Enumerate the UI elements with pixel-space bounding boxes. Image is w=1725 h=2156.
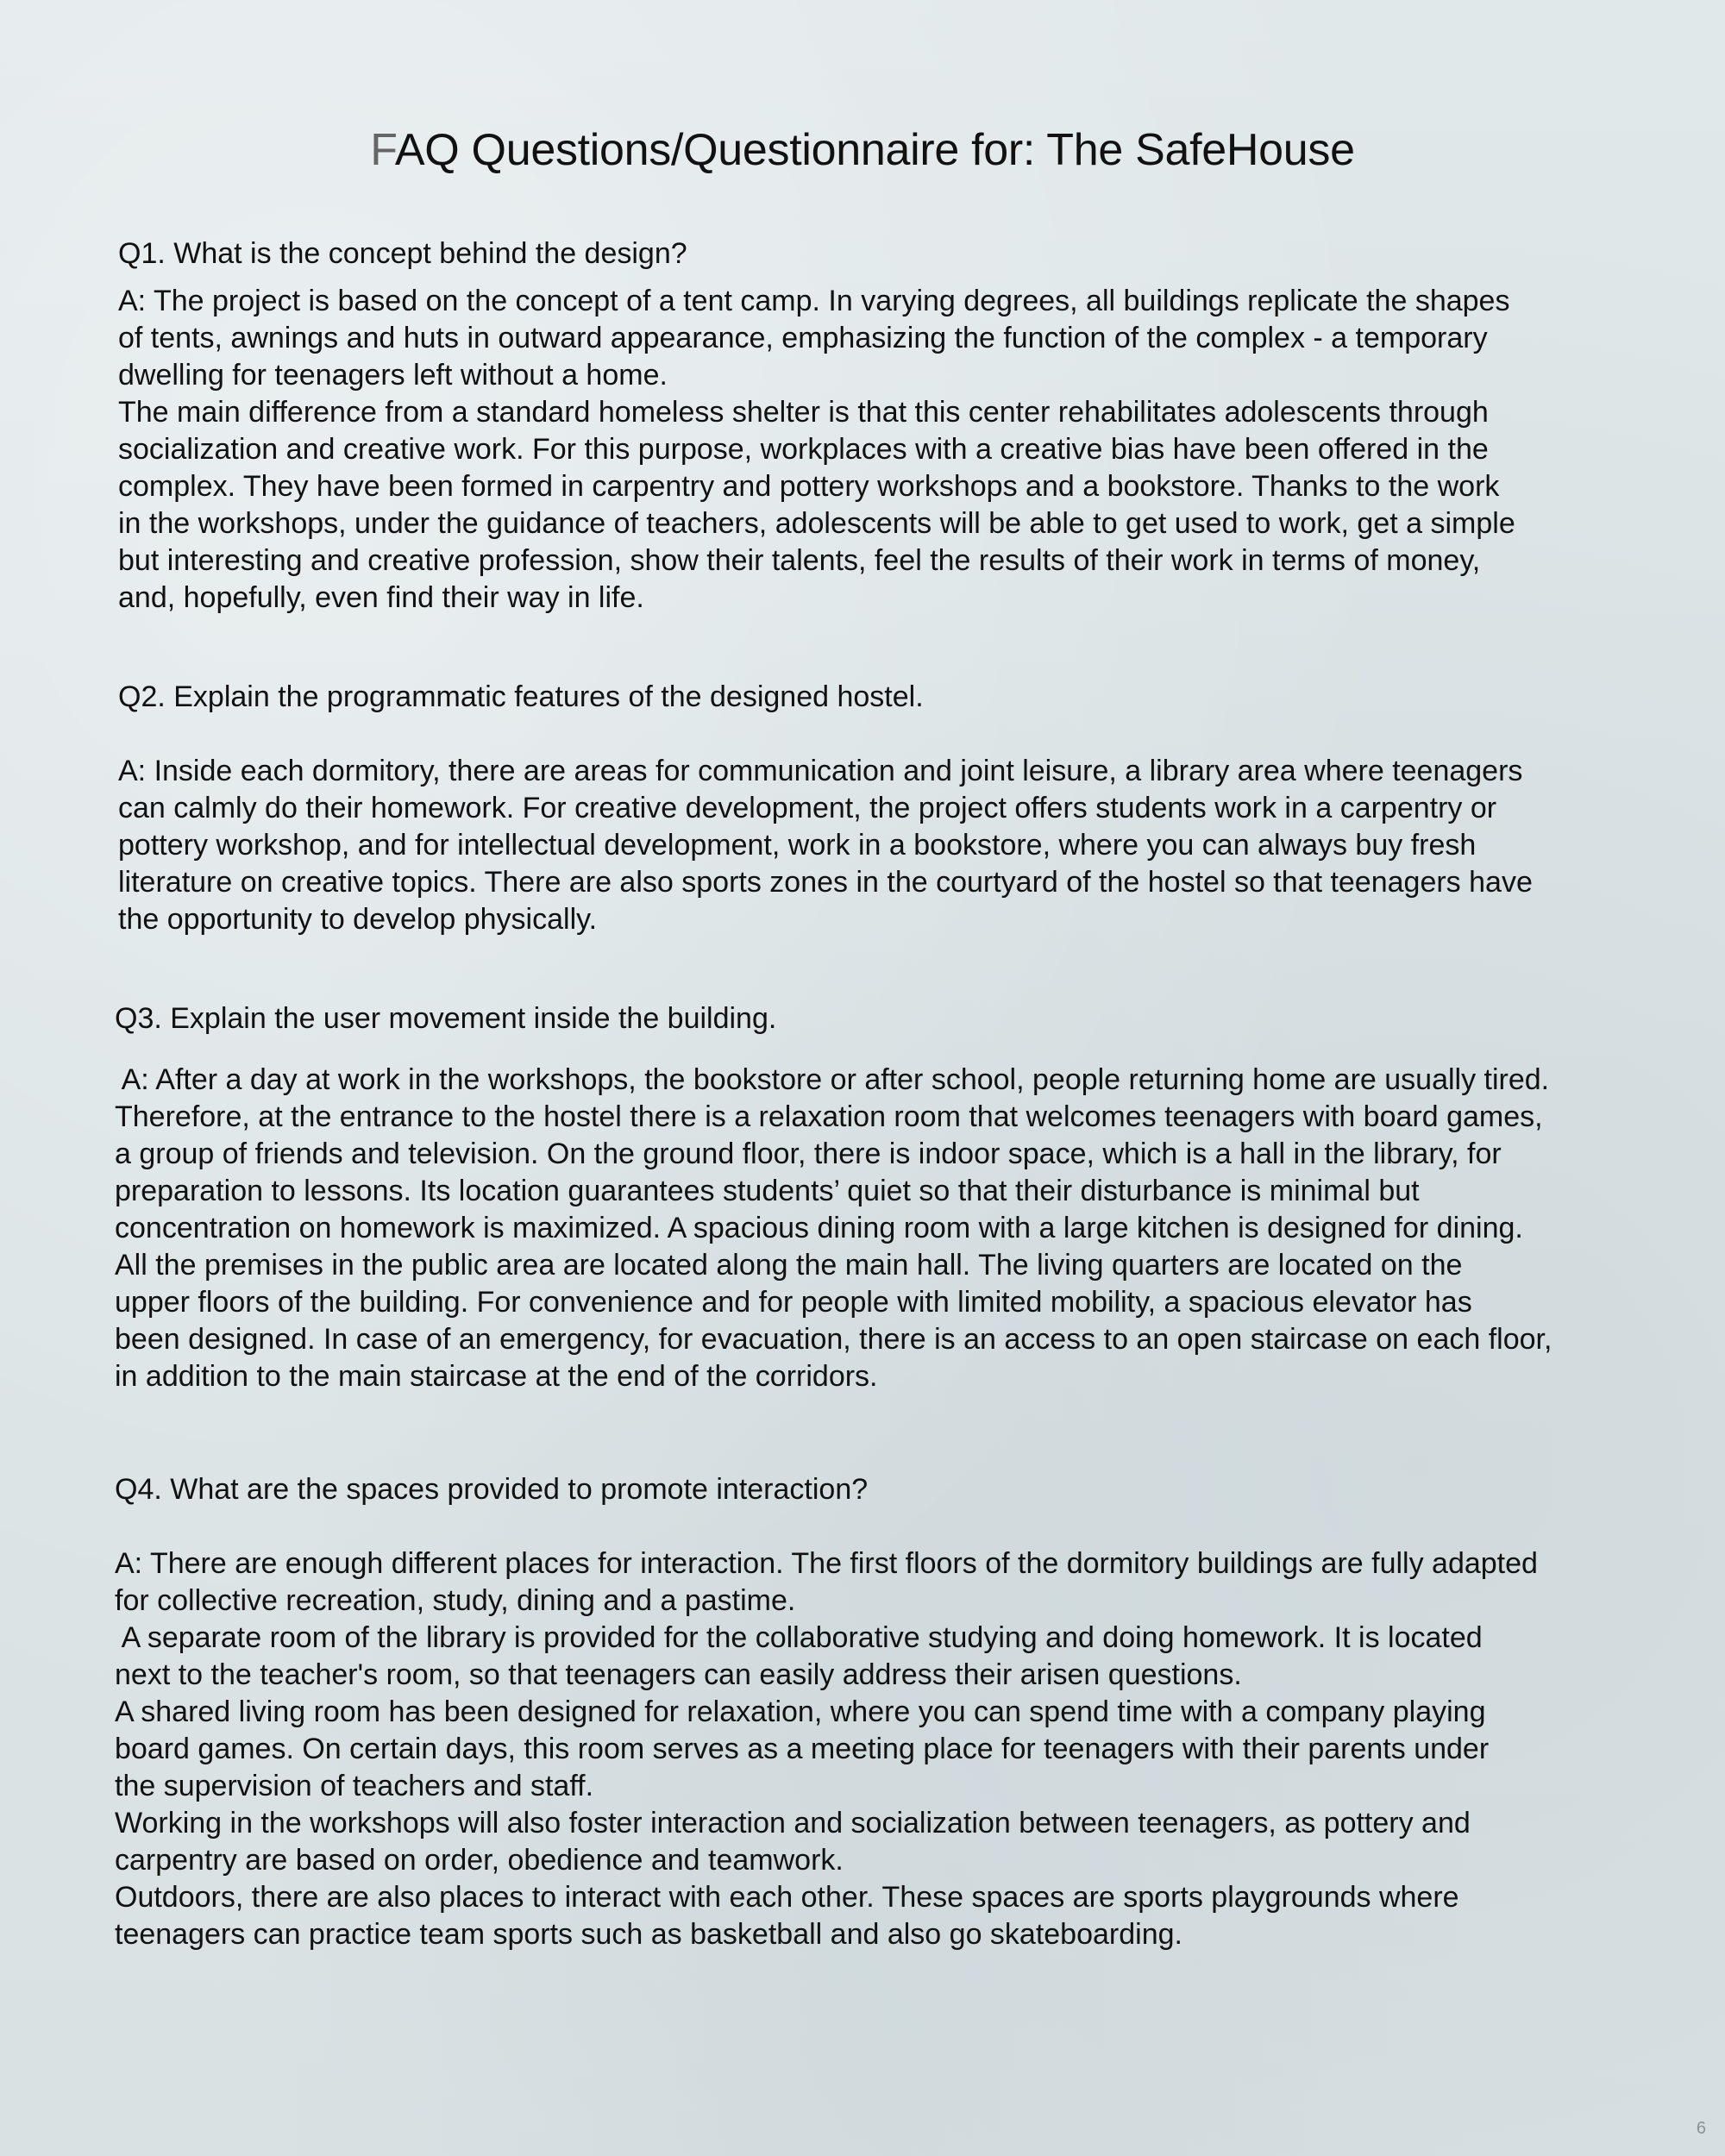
answer-1-line: in the workshops, under the guidance of teachers, adolescents will be able to get used to work, get a simple	[118, 507, 1515, 540]
answer-3-line: All the premises in the public area are located along the main hall. The living quarters are located on the	[115, 1249, 1463, 1282]
answer-1-line: The main difference from a standard homeless shelter is that this center rehabilitates adolescents through	[118, 396, 1489, 429]
answer-4-line: Working in the workshops will also foster interaction and socialization between teenagers, as pottery and	[115, 1807, 1471, 1839]
answer-4-line: next to the teacher's room, so that teenagers can easily address their arisen questions.	[115, 1658, 1242, 1691]
answer-3-line: Therefore, at the entrance to the hostel there is a relaxation room that welcomes teenagers with board games,	[115, 1100, 1543, 1133]
answer-2-line: literature on creative topics. There are also sports zones in the courtyard of the hostel so that teenagers have	[118, 866, 1533, 899]
answer-4-line: board games. On certain days, this room serves as a meeting place for teenagers with their parents under	[115, 1733, 1490, 1765]
answer-1-line: socialization and creative work. For this purpose, workplaces with a creative bias have been offered in the	[118, 433, 1489, 466]
answer-2-line: pottery workshop, and for intellectual development, work in a bookstore, where you can always buy fresh	[118, 829, 1477, 862]
answer-4-line: for collective recreation, study, dining and a pastime.	[115, 1584, 796, 1617]
title-text: AQ Questions/Questionnaire for: The SafeHouse	[394, 125, 1355, 175]
answer-1	[118, 283, 1515, 617]
answer-3-line: been designed. In case of an emergency, for evacuation, there is an access to an open staircase on each floor,	[115, 1323, 1552, 1356]
answer-2-line: can calmly do their homework. For creative development, the project offers students work in a carpentry or	[118, 792, 1497, 824]
answer-2-line: the opportunity to develop physically.	[118, 903, 598, 936]
answer-4-line: A: There are enough different places for interaction. The first floors of the dormitory buildings are fully adapted	[115, 1547, 1538, 1580]
answer-2	[118, 753, 1533, 938]
answer-1-line: dwelling for teenagers left without a home.	[118, 359, 668, 392]
answer-4-line: carpentry are based on order, obedience and teamwork.	[115, 1844, 844, 1877]
answer-3	[115, 1062, 1552, 1395]
answer-2-line: A: Inside each dormitory, there are areas for communication and joint leisure, a library area where teenagers	[118, 755, 1523, 787]
answer-3-line: concentration on homework is maximized. A spacious dining room with a large kitchen is designed for dining.	[115, 1212, 1523, 1244]
answer-1-line: of tents, awnings and huts in outward appearance, emphasizing the function of the complex - a temporary	[118, 322, 1488, 354]
answer-4-line: A separate room of the library is provided for the collaborative studying and doing homework. It is located	[115, 1621, 1483, 1654]
question-4: Q4. What are the spaces provided to promote interaction?	[115, 1473, 869, 1506]
answer-3-line: upper floors of the building. For convenience and for people with limited mobility, a spacious elevator has	[115, 1286, 1472, 1319]
answer-3-line: a group of friends and television. On the ground floor, there is indoor space, which is a hall in the library, for	[115, 1138, 1502, 1170]
answer-4	[115, 1545, 1538, 1953]
answer-1-line: A: The project is based on the concept of a tent camp. In varying degrees, all buildings replicate the shapes	[118, 285, 1510, 317]
answer-1-line: and, hopefully, even find their way in life.	[118, 581, 644, 614]
answer-4-line: A shared living room has been designed for relaxation, where you can spend time with a company playing	[115, 1695, 1486, 1728]
answer-4-line: teenagers can practice team sports such as basketball and also go skateboarding.	[115, 1918, 1182, 1951]
question-3: Q3. Explain the user movement inside the building.	[115, 1002, 777, 1035]
page-number: 6	[1696, 2119, 1706, 2138]
answer-1-line: complex. They have been formed in carpentry and pottery workshops and a bookstore. Thanks to the work	[118, 470, 1500, 503]
page-title	[0, 121, 1725, 179]
answer-3-line: A: After a day at work in the workshops, the bookstore or after school, people returning home are usually tired.	[115, 1063, 1550, 1096]
title-first-letter: F	[370, 125, 395, 175]
answer-3-line: in addition to the main staircase at the end of the corridors.	[115, 1360, 878, 1393]
answer-4-line: the supervision of teachers and staff.	[115, 1770, 594, 1802]
question-1: Q1. What is the concept behind the design?	[118, 237, 687, 270]
answer-4-line: Outdoors, there are also places to interact with each other. These spaces are sports playgrounds where	[115, 1881, 1459, 1914]
answer-3-line: preparation to lessons. Its location guarantees students’ quiet so that their disturbance is minimal but	[115, 1175, 1420, 1207]
question-2: Q2. Explain the programmatic features of the designed hostel.	[118, 680, 924, 713]
answer-1-line: but interesting and creative profession, show their talents, feel the results of their work in terms of money,	[118, 544, 1481, 577]
